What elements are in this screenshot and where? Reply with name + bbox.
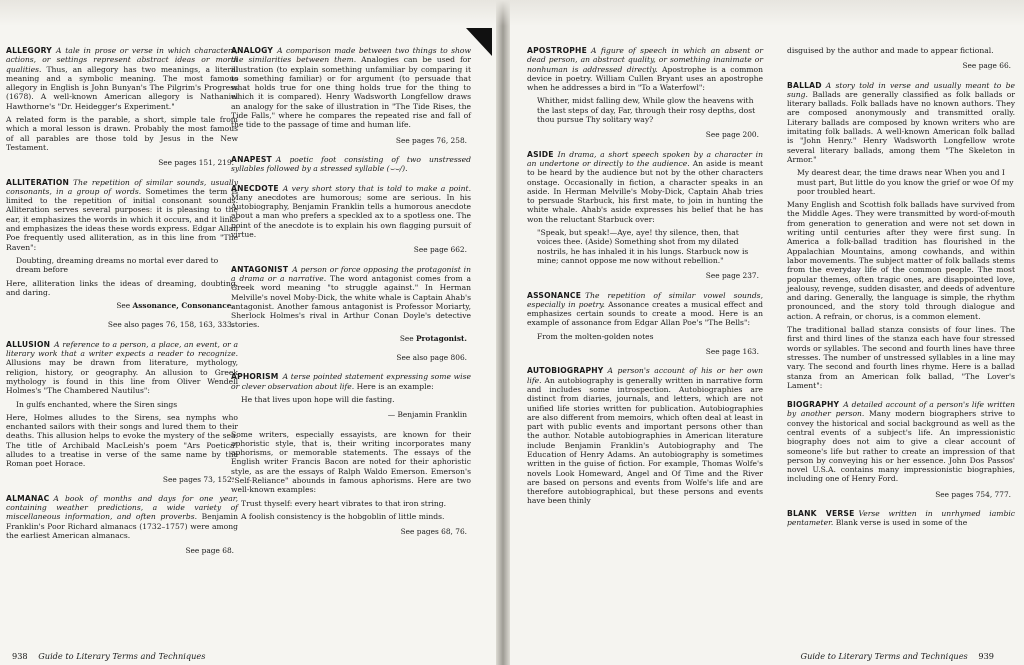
- entry-definition: The repetition of similar vowel sounds, especially in poetry.: [527, 290, 763, 309]
- glossary-entry: [231, 184, 471, 255]
- see-terms: Protagonist.: [415, 333, 467, 343]
- page-reference: See pages 151, 219.: [158, 158, 234, 168]
- page-reference: See also pages 76, 158, 163, 333.: [107, 320, 234, 330]
- page-reference: See also page 806.: [396, 353, 467, 363]
- entry-text-2: A related form is the parable, a short, simple tale from which a moral lesson is drawn. Probably the most famous of all parables are those told by Jesus in the New Testament.: [6, 115, 238, 152]
- entry-paragraph: [231, 372, 471, 391]
- entry-definition: A reference to a person, a place, an event, or a literary work that a writer expects a reader to recognize.: [6, 339, 238, 359]
- entry-definition: A person or force opposing the protagonist in a drama or a narrative.: [231, 264, 471, 283]
- entry-definition: A story told in verse and usually meant to be sung.: [787, 80, 1015, 99]
- glossary-entry: [787, 81, 1015, 391]
- entry-definition: A very short story that is told to make a point.: [282, 183, 471, 193]
- entry-term: BLANK VERSE: [787, 509, 855, 519]
- see-terms: Assonance, Consonance.: [132, 301, 234, 311]
- entry-text: Allusions may be drawn from literature, mythology, religion, history, or geography. An allusion to Greek mythology is found in this line from Oliver Wendell Holmes's "The Chambered Nautilus":: [6, 358, 238, 396]
- left-page-number: 938: [12, 651, 28, 661]
- entry-text: An aside is meant to be heard by the audience but not by the other characters onstage. Occasionally in fiction, a character speaks in an aside. In Herman Melville's Moby-Dick, Captain Ahab tries to persuade Starbuck, his first mate, to join in hunting the white whale. Ahab's aside expresses his belief that he has won the reluctant Starbuck over:: [527, 158, 763, 224]
- entry-paragraph: [6, 340, 238, 396]
- entry-term: APHORISM: [231, 372, 279, 382]
- entry-text: The word antagonist comes from a Greek word meaning "to struggle against." In Herman Melville's novel Moby-Dick, the white whale is Captain Ahab's antagonist. Another famous antagonist is Professor Moriarty, Sherlock Holmes's rival in Arthur Conan Doyle's detective stories.: [231, 273, 471, 330]
- page-reference: See page 68.: [185, 546, 234, 556]
- entry-text-2: Some writers, especially essayists, are known for their aphoristic style, that is, their writing incorporates many aphorisms, or memorable statements. The essays of the English writer Francis Bacon are noted for their aphoristic style, as are the essays of Ralph Waldo Emerson. Emerson's "Self-Reliance" abounds in famous aphorisms. Here are two well-known examples:: [231, 429, 471, 495]
- entry-quote-3: A foolish consistency is the hobgoblin of little minds.: [241, 511, 445, 521]
- entry-quote: My dearest dear, the time draws near When you and I must part, But little do you know the grief or woe Of my poor troubled heart.: [797, 168, 1014, 196]
- entry-term: ANECDOTE: [231, 183, 279, 193]
- right-column-2: [787, 46, 1015, 538]
- entry-term: ANALOGY: [231, 46, 274, 55]
- entry-definition: The repetition of similar sounds, usually consonants, in a group of words.: [6, 177, 238, 196]
- entry-term: ALLEGORY: [6, 46, 52, 55]
- right-footer: [801, 651, 1002, 661]
- entry-paragraph: [787, 509, 1015, 528]
- entry-term: BIOGRAPHY: [787, 400, 840, 410]
- glossary-entry: [6, 46, 238, 168]
- entry-term: ASSONANCE: [527, 290, 582, 300]
- left-footer-title: Guide to Literary Terms and Techniques: [38, 651, 206, 661]
- page-reference: See page 662.: [413, 245, 467, 255]
- entry-text-2: Here, alliteration links the ideas of dreaming, doubting, and daring.: [6, 278, 238, 297]
- entry-term: ALLUSION: [6, 339, 51, 349]
- entry-definition: Verse written in unrhymed iambic pentameter.: [787, 509, 1016, 528]
- entry-paragraph: [6, 46, 238, 111]
- left-footer: [4, 651, 205, 661]
- entry-paragraph: [231, 265, 471, 330]
- entry-term: ALLITERATION: [6, 177, 70, 187]
- entry-definition: A book of months and days for one year, containing weather predictions, a wide variety of miscellaneous information, and often proverbs.: [6, 493, 238, 522]
- left-column-2: [231, 46, 471, 546]
- entry-quote: In gulfs enchanted, where the Siren sings: [16, 399, 178, 409]
- entry-term: ASIDE: [527, 149, 554, 159]
- glossary-entry: [527, 150, 763, 281]
- entry-definition: A person's account of his or her own life.: [527, 366, 763, 385]
- quote-attribution: — Benjamin Franklin: [387, 410, 467, 420]
- entry-definition: A terse pointed statement expressing some wise or clever observation about life.: [231, 372, 471, 391]
- entry-quote: From the molten-golden notes: [537, 331, 654, 341]
- glossary-entry: [787, 509, 1015, 528]
- entry-text: Many anecdotes are humorous; some are serious. In his Autobiography, Benjamin Franklin tells a humorous anecdote about a man who prefers a speckled ax to a spotless one. The point of the anecdote is to explain his own flagging pursuit of virtue.: [231, 192, 471, 240]
- entry-quote: He that lives upon hope will die fasting.: [241, 394, 395, 404]
- entry-term: ANAPEST: [231, 154, 272, 164]
- entry-quote: "Speak, but speak!—Aye, aye! thy silence, then, that voices thee. (Aside) Something shot from my dilated nostrils, he has inhaled it in his lungs. Starbuck now is mine; cannot oppose me now without rebellion.": [537, 228, 749, 265]
- entry-text: Ballads are generally classified as folk ballads or literary ballads. Folk ballads have no known authors. They are composed anonymously and transmitted orally. Literary ballads are composed by known writers who are imitating folk ballads. A well-known American folk ballad is "John Henry." Henry Wadsworth Longfellow wrote several literary ballads, among them "The Skeleton in Armor.": [787, 89, 1016, 164]
- glossary-entry: [231, 155, 471, 174]
- right-page-number: 939: [978, 651, 994, 661]
- see-also-block: [231, 334, 467, 343]
- see-label: See: [116, 301, 133, 311]
- page-reference: See page 237.: [705, 271, 759, 281]
- entry-text-2: Many English and Scottish folk ballads have survived from the Middle Ages. They were transmitted by word-of-mouth from generation to generation and were not set down in writing until centuries after they were first sung. In America a folk-ballad tradition has flourished in the Appalachian Mountains, among cowhands, and within labor movements. The subject matter of folk ballads stems from the everyday life of the common people. The most popular themes, often tragic ones, are disappointed love, jealousy, revenge, sudden disaster, and deeds of adventure and daring. Generally, the language is simple, the rhythm pronounced, and the story told through dialogue and action. A refrain, or chorus, is a common element.: [787, 200, 1015, 321]
- glossary-entry: [6, 178, 238, 330]
- see-label: See: [399, 333, 416, 343]
- glossary-entry: [787, 400, 1015, 499]
- page-reference: See pages 68, 76.: [400, 527, 467, 537]
- entry-paragraph: [527, 366, 763, 505]
- glossary-entry: [231, 46, 471, 145]
- entry-text-2: Here, Holmes alludes to the Sirens, sea nymphs who enchanted sailors with their songs and lured them to their deaths. This allusion helps to evoke the mystery of the sea. The title of Archibald MacLeish's poem "Ars Poetica" alludes to a treatise in verse of the same name by the Roman poet Horace.: [6, 412, 238, 469]
- glossary-entry: [527, 291, 763, 357]
- page-reference: See pages 754, 777.: [935, 489, 1011, 499]
- entry-term: BALLAD: [787, 80, 822, 90]
- page-reference: See pages 76, 258.: [395, 135, 467, 145]
- entry-paragraph: [527, 291, 763, 328]
- glossary-entry: [787, 46, 1015, 71]
- entry-text: Assonance creates a musical effect and emphasizes certain sounds to create a mood. Here is an example of assonance from Edgar Allan Poe's "The Bells":: [527, 299, 763, 328]
- right-footer-title: Guide to Literary Terms and Techniques: [800, 651, 968, 661]
- entry-text: Analogies can be used for illustration (to explain something unfamiliar by comparing it to something familiar) or for argument (to persuade that what holds true for one thing holds true for the thing to which it is compared). Henry Wadsworth Longfellow draws an analogy for the sake of illustration in "The Tide Rises, the Tide Falls," where he compares the repeated rise and fall of the tide to the passage of time and human life.: [231, 55, 471, 130]
- book-gutter: [496, 0, 510, 665]
- entry-text: Thus, an allegory has two meanings, a literal meaning and a symbolic meaning. The most famous allegory in English is John Bunyan's The Pilgrim's Progress (1678). A well-known American allegory is Nathaniel Hawthorne's "Dr. Heidegger's Experiment.": [6, 64, 238, 111]
- left-column-1: [6, 46, 238, 566]
- page-reference: See page 200.: [705, 130, 759, 140]
- entry-paragraph: [6, 494, 238, 540]
- entry-paragraph: [6, 178, 238, 252]
- glossary-entry: [6, 340, 238, 484]
- glossary-entry: [527, 46, 763, 140]
- entry-term: APOSTROPHE: [527, 46, 587, 55]
- entry-paragraph: [787, 81, 1015, 165]
- entry-text: Benjamin Franklin's Poor Richard almanacs (1732–1757) were among the earliest American almanacs.: [6, 512, 238, 541]
- entry-paragraph: [231, 46, 471, 130]
- entry-text: Many modern biographers strive to convey the historical and social background as well as the central events of a subject's life. An impressionistic biography does not aim to give a clear account of someone's life but rather to create an impression of that person by conveying his or her essence. John Dos Passos' novel U.S.A. contains many impressionistic biographies, including one of Henry Ford.: [787, 409, 1015, 484]
- entry-paragraph: [231, 184, 471, 240]
- entry-paragraph: [787, 46, 1015, 55]
- entry-term: ANTAGONIST: [231, 264, 289, 274]
- entry-text: Blank verse is used in some of the: [835, 518, 968, 528]
- glossary-entry: [231, 372, 471, 536]
- page-reference: See pages 73, 152.: [162, 474, 234, 484]
- entry-definition: A comparison made between two things to show the similarities between them.: [231, 46, 471, 65]
- entry-text: Sometimes the term is limited to the repetition of initial consonant sounds. Alliteration serves several purposes: it is pleasing to the ear, it emphasizes the words in which it occurs, and it links and emphasizes the ideas these words express. Edgar Allan Poe frequently used alliteration, as in this line from "The Raven":: [6, 186, 238, 252]
- entry-definition: A detailed account of a person's life written by another person.: [787, 400, 1015, 419]
- entry-text: Apostrophe is a common device in poetry. William Cullen Bryant uses an apostrophe when he addresses a bird in "To a Waterfowl":: [527, 64, 763, 93]
- entry-definition: In drama, a short speech spoken by a character in an undertone or directly to the audience.: [527, 149, 763, 168]
- entry-quote-2: Trust thyself: every heart vibrates to that iron string.: [241, 498, 447, 508]
- entry-paragraph: [527, 46, 763, 92]
- entry-term: ALMANAC: [6, 493, 50, 503]
- entry-definition: A poetic foot consisting of two unstressed syllables followed by a stressed syllable (⌣⌣/).: [231, 154, 471, 174]
- entry-definition: A figure of speech in which an absent or dead person, an abstract quality, or something inanimate or nonhuman is addressed directly.: [527, 46, 763, 74]
- entry-paragraph: [787, 400, 1015, 484]
- see-also-block: [6, 301, 234, 310]
- entry-text: Here is an example:: [356, 381, 434, 391]
- entry-text-3: The traditional ballad stanza consists of four lines. The first and third lines of the stanza each have four stressed words or syllables. The second and fourth lines have three stresses. The number of unstressed syllables in a line may vary. The second and fourth lines rhyme. Here is a ballad stanza from an American folk ballad, "The Lover's Lament":: [787, 325, 1015, 390]
- entry-term: AUTOBIOGRAPHY: [527, 366, 604, 376]
- entry-quote: Whither, midst falling dew, While glow the heavens with the last steps of day, Far, through their rosy depths, dost thou pursue Thy solitary way?: [537, 96, 756, 125]
- entry-paragraph: [527, 150, 763, 224]
- page-reference: See page 66.: [962, 61, 1011, 71]
- entry-paragraph: [231, 155, 471, 174]
- entry-text: disguised by the author and made to appear fictional.: [787, 46, 994, 55]
- entry-text: An autobiography is generally written in narrative form and includes some introspection. Autobiographies are distinct from diaries, journals, and letters, which are not unified life stories written for publication. Autobiographies are also different from memoirs, which often deal at least in part with public events and important persons other than the author. Notable autobiographies in American literature include Benjamin Franklin's Autobiography and The Education of Henry Adams. An autobiography is sometimes written in the guise of fiction. For example, Thomas Wolfe's novels Look Homeward, Angel and Of Time and the River are based on persons and events from Wolfe's life and are therefore autobiographical, but these persons and events have been thinly: [527, 375, 764, 506]
- page-reference: See page 163.: [705, 347, 759, 357]
- glossary-entry: [231, 265, 471, 363]
- entry-definition: A tale in prose or verse in which characters, actions, or settings represent abstract ideas or moral qualities.: [6, 46, 238, 74]
- glossary-entry: [527, 366, 763, 505]
- right-column-1: [527, 46, 763, 516]
- page-top-shadow: [0, 0, 1024, 26]
- glossary-entry: [6, 494, 238, 556]
- entry-quote: Doubting, dreaming dreams no mortal ever dared to dream before: [16, 255, 219, 275]
